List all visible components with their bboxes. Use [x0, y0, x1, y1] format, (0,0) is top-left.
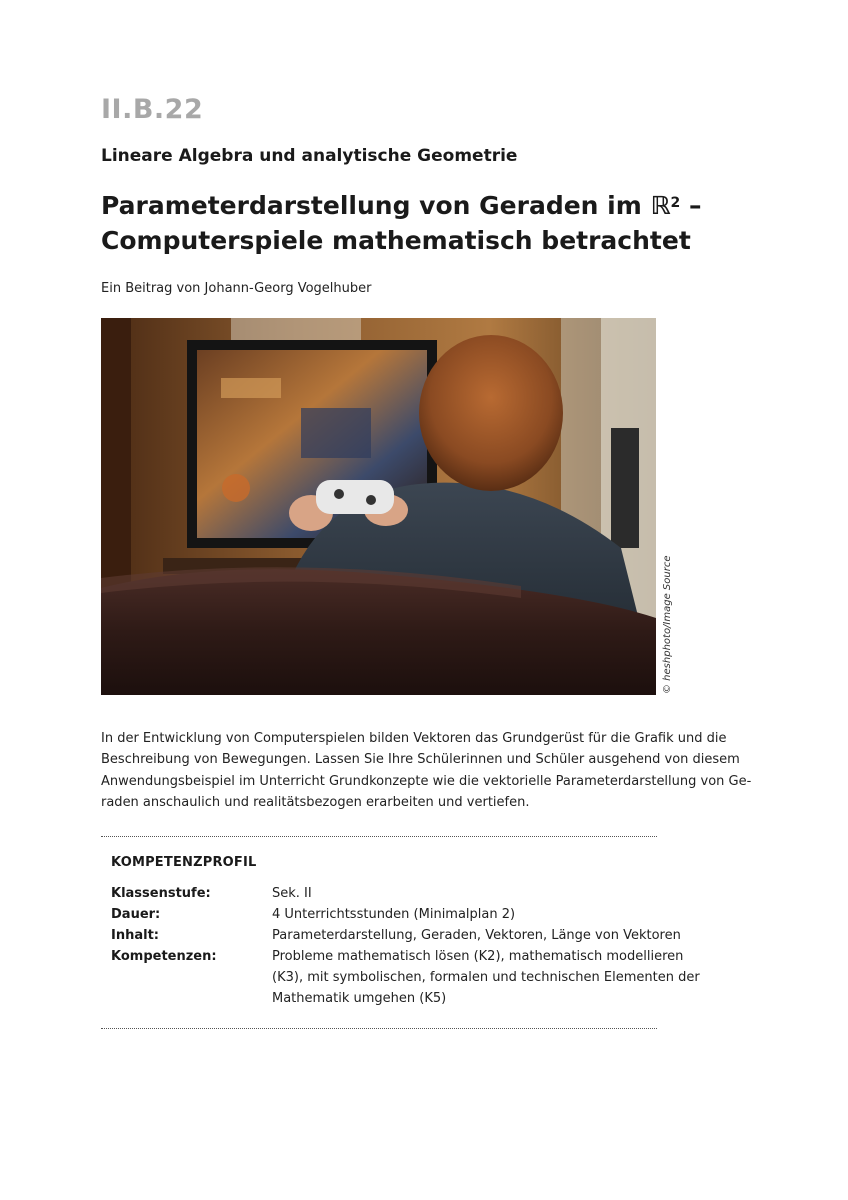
profile-label: Kompetenzen:: [111, 949, 217, 964]
title-line-2: Computerspiele mathematisch betrachtet: [101, 226, 691, 255]
profile-label: Klassenstufe:: [111, 886, 211, 901]
intro-paragraph: [101, 728, 752, 813]
title-superscript: 2: [670, 195, 681, 211]
photo-credit: © heshphoto/Image Source: [662, 555, 673, 694]
profile-title: KOMPETENZPROFIL: [111, 855, 257, 870]
intro-line: Beschreibung von Bewegungen. Lassen Sie Ihre Schülerinnen und Schüler ausgehend von diesem: [101, 752, 740, 768]
profile-value: (K3), mit symbolischen, formalen und technischen Elementen der: [272, 970, 700, 985]
profile-value: Mathematik umgehen (K5): [272, 991, 447, 1006]
title-dash: –: [680, 191, 702, 220]
profile-value: Probleme mathematisch lösen (K2), mathematisch modellieren: [272, 949, 684, 964]
divider-bottom: [101, 1028, 657, 1029]
intro-line: raden anschaulich und realitätsbezogen erarbeiten und vertiefen.: [101, 794, 530, 810]
intro-line: In der Entwicklung von Computerspielen bilden Vektoren das Grundgerüst für die Grafik und die: [101, 731, 727, 746]
intro-line: Anwendungsbeispiel im Unterricht Grundkonzepte wie die vektorielle Parameterdarstellung von Ge-: [101, 773, 752, 789]
title-text-1: Parameterdarstellung von Geraden im ℝ: [101, 191, 671, 220]
subject-heading: Lineare Algebra und analytische Geometrie: [101, 146, 518, 166]
divider-top: [101, 836, 657, 837]
author-line: Ein Beitrag von Johann-Georg Vogelhuber: [101, 281, 372, 296]
profile-value: 4 Unterrichtsstunden (Minimalplan 2): [272, 907, 516, 922]
profile-label: Dauer:: [111, 907, 161, 922]
profile-label: Inhalt:: [111, 928, 159, 943]
unit-code: II.B.22: [101, 94, 204, 125]
title-line-1: [101, 188, 702, 223]
profile-value: Sek. II: [272, 886, 312, 901]
profile-value: Parameterdarstellung, Geraden, Vektoren, Länge von Vektoren: [272, 928, 681, 943]
page-title: [101, 188, 702, 258]
hero-photo: [101, 318, 656, 695]
